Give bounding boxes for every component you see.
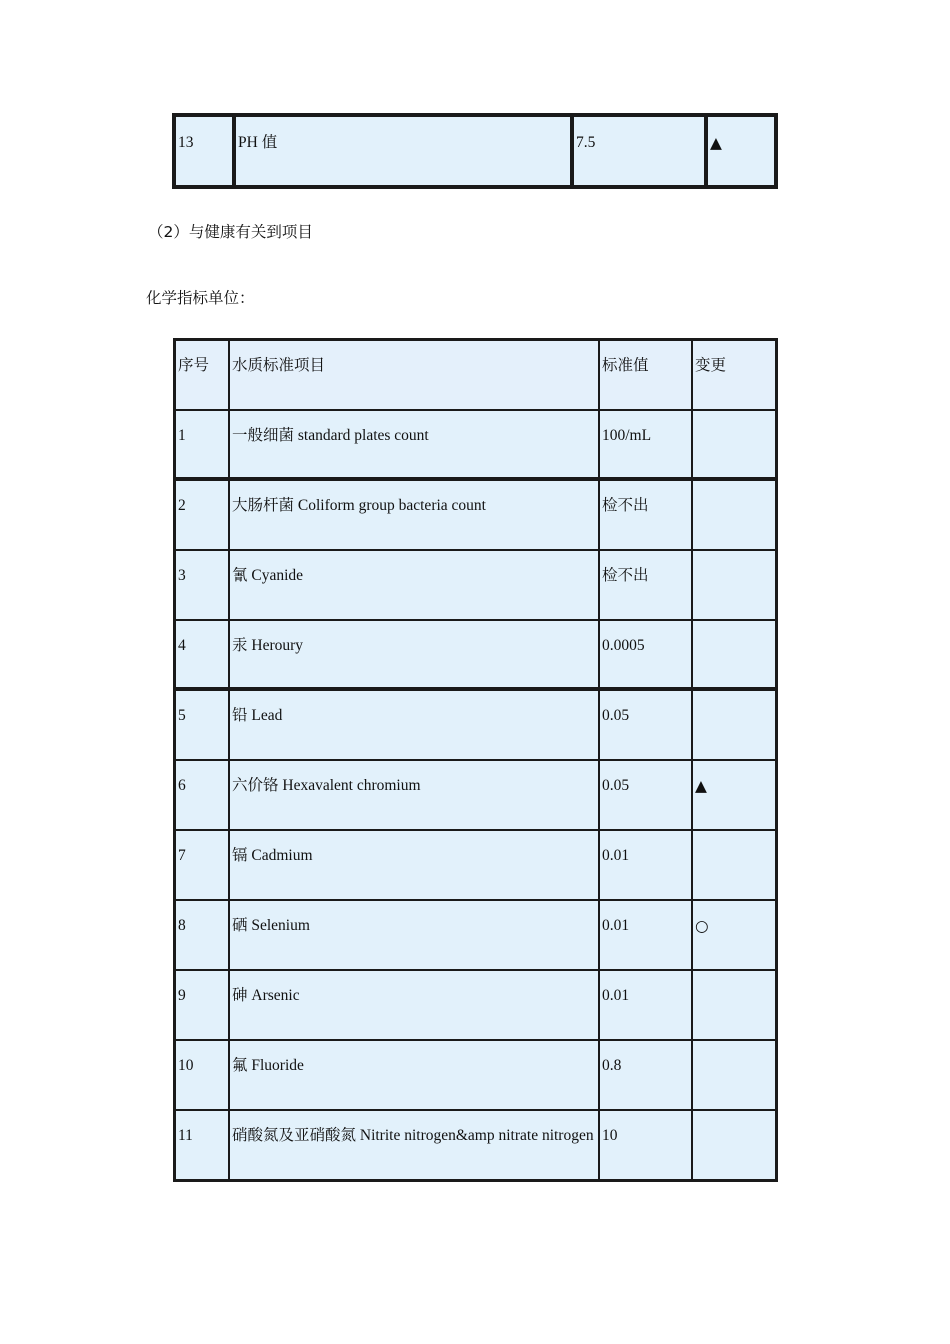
table-row: [175, 550, 776, 620]
table-row: [175, 900, 776, 970]
item-name: 汞 Heroury: [229, 620, 599, 690]
standard-value: 检不出: [599, 550, 692, 620]
change-mark: ▲: [706, 115, 776, 187]
change-mark: [692, 480, 776, 550]
standard-value: 0.8: [599, 1040, 692, 1110]
change-mark: [692, 830, 776, 900]
water-quality-table: [173, 338, 778, 1182]
change-mark: [692, 620, 776, 690]
item-name: 铅 Lead: [229, 690, 599, 760]
item-name: 氰 Cyanide: [229, 550, 599, 620]
item-name: 六价铬 Hexavalent chromium: [229, 760, 599, 830]
standard-value: 0.05: [599, 760, 692, 830]
row-number: 2: [175, 480, 229, 550]
change-mark: [692, 970, 776, 1040]
table-row: [174, 115, 776, 187]
row-number: 5: [175, 690, 229, 760]
table-header-row: [175, 340, 776, 410]
change-mark: [692, 1110, 776, 1180]
header-number: 序号: [175, 340, 229, 410]
standard-value: 10: [599, 1110, 692, 1180]
table-row: [175, 410, 776, 480]
table-row: [175, 480, 776, 550]
row-number: 3: [175, 550, 229, 620]
standard-value: 0.0005: [599, 620, 692, 690]
change-mark: [692, 550, 776, 620]
change-mark: [692, 410, 776, 480]
standard-value: 0.05: [599, 690, 692, 760]
table-row: [175, 620, 776, 690]
row-number: 13: [174, 115, 234, 187]
row-number: 10: [175, 1040, 229, 1110]
standard-value: 7.5: [572, 115, 706, 187]
table-row: [175, 1040, 776, 1110]
table-row: [175, 690, 776, 760]
item-name: PH 值: [234, 115, 572, 187]
table-row: [175, 1110, 776, 1180]
item-name: 一般细菌 standard plates count: [229, 410, 599, 480]
row-number: 11: [175, 1110, 229, 1180]
standard-value: 0.01: [599, 970, 692, 1040]
item-name: 氟 Fluoride: [229, 1040, 599, 1110]
row-number: 1: [175, 410, 229, 480]
standard-value: 0.01: [599, 900, 692, 970]
header-item: 水质标准项目: [229, 340, 599, 410]
item-name: 硝酸氮及亚硝酸氮 Nitrite nitrogen&amp nitrate nitrogen: [229, 1110, 599, 1180]
triangle-marker-icon: ▲: [692, 760, 776, 830]
row-number: 8: [175, 900, 229, 970]
change-mark: [692, 1040, 776, 1110]
item-name: 硒 Selenium: [229, 900, 599, 970]
table-row: [175, 830, 776, 900]
table-row: [175, 970, 776, 1040]
row-number: 9: [175, 970, 229, 1040]
section-heading: （2）与健康有关到项目: [148, 223, 313, 241]
change-mark: [692, 690, 776, 760]
circle-marker-icon: ○: [692, 900, 776, 970]
row-number: 4: [175, 620, 229, 690]
header-change: 变更: [692, 340, 776, 410]
item-name: 镉 Cadmium: [229, 830, 599, 900]
row-number: 6: [175, 760, 229, 830]
row-number: 7: [175, 830, 229, 900]
standard-value: 100/mL: [599, 410, 692, 480]
ph-table: [172, 113, 778, 189]
item-name: 大肠杆菌 Coliform group bacteria count: [229, 480, 599, 550]
units-heading: 化学指标单位：: [146, 289, 255, 307]
item-name: 砷 Arsenic: [229, 970, 599, 1040]
header-value: 标准值: [599, 340, 692, 410]
table-row: [175, 760, 776, 830]
standard-value: 检不出: [599, 480, 692, 550]
standard-value: 0.01: [599, 830, 692, 900]
